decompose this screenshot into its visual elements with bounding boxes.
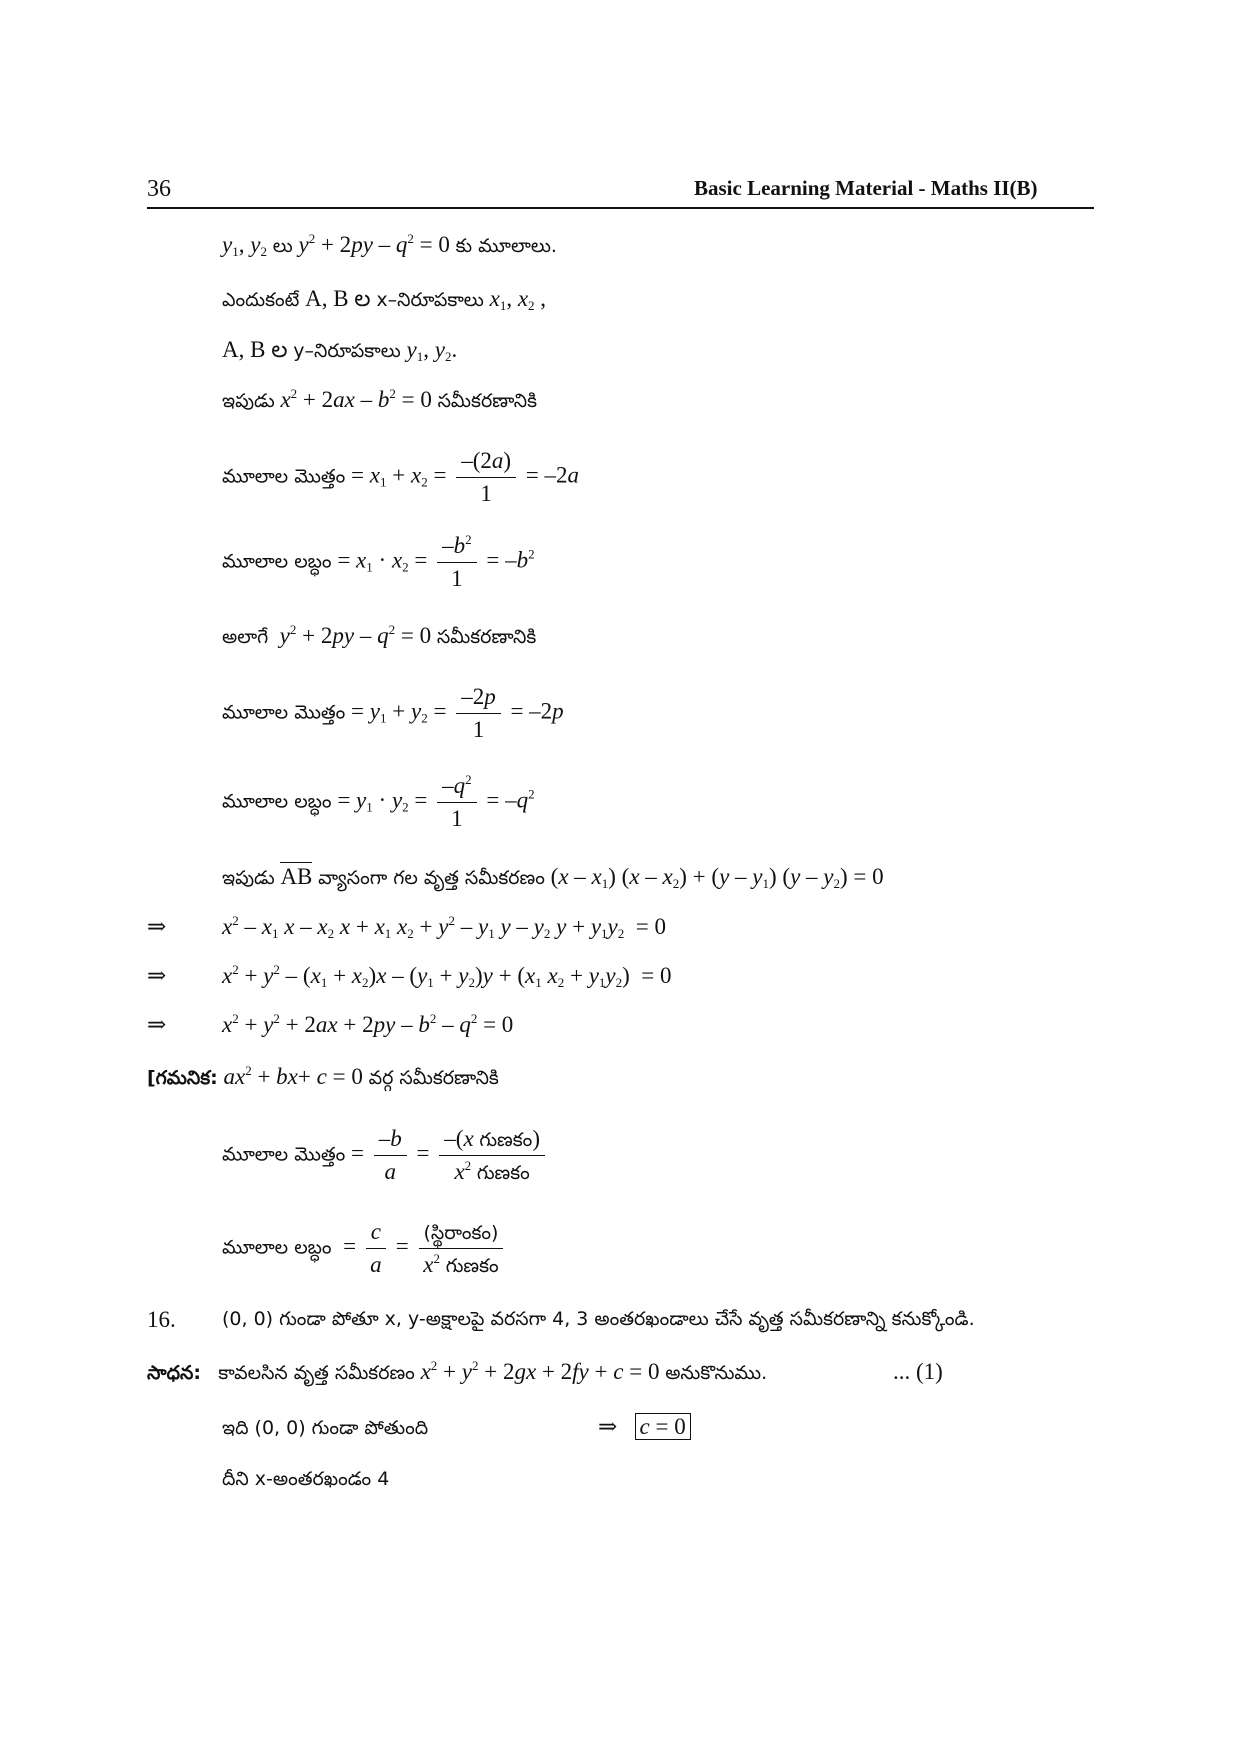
running-header-title: Basic Learning Material - Maths II(B) bbox=[694, 176, 1038, 200]
sum-roots-y: మూలాల మొత్తం = $y_1 + y_2$ = $\frac{-2p}{1}$ = –2p bbox=[222, 684, 564, 742]
question-number: 16. bbox=[147, 1307, 176, 1332]
product-roots-y: మూలాల లబ్ధం = $y_1 \cdot y_2$ = $\frac{-q^2}{1}$ = $-q^2$ bbox=[222, 772, 535, 831]
grouped-equation: $x^2 + y^2 - (x_1 + x_2)x - (y_1 + y_2)y + (x_1$ $x_2 + y_1y_2) = 0$ bbox=[222, 962, 672, 990]
sum-roots-x: మూలాల మొత్తం = $x_1 + x_2$ = $\frac{-(2a)}{1}$ = –2a bbox=[222, 448, 580, 506]
passes-origin-line: ఇది (0, 0) గుండా పోతుంది bbox=[222, 1417, 429, 1439]
final-equation: $x^2 + y^2 + 2ax + 2py - b^2 - q^2 = 0$ bbox=[222, 1011, 514, 1037]
x-equation-line: ఇపుడు $x^2 + 2ax - b^2 = 0$ సమీకరణానికి bbox=[222, 386, 538, 412]
question-text: (0, 0) గుండా పోతూ x, y-అక్షాలపై వరసగా 4, 3 అంతరఖండాలు చేసే వృత్త సమీకరణాన్ని కనుక్కోండి. bbox=[222, 1308, 975, 1330]
equation-reference: ... (1) bbox=[893, 1359, 943, 1384]
note-product-roots: మూలాల లబ్ధం = $\frac{c}{a}$ = $\frac{\text{(స్థిరాంకం)}}{x^2 గుణకం}$ bbox=[222, 1218, 507, 1278]
note-sum-roots: మూలాల మొత్తం = $\frac{-b}{a}$ = $\frac{\text{–(x గుణకం)}}{x^2 గుణకం}$ bbox=[222, 1125, 549, 1185]
implies-arrow: ⇒ bbox=[147, 1012, 167, 1037]
diameter-form-line: ఇపుడు AB వ్యాసంగా గల వృత్త సమీకరణం $(x - x_1)$ $(x - x_2) + (y - y_1)$ $(y - y_2) = 0$ bbox=[222, 864, 884, 891]
expanded-equation: $x^2 - x_1$ x – $x_2$ $x + x_1$ $x_2 + y^2 - y_1$ y – $y_2$ $y + y_1y_2 = 0$ bbox=[222, 913, 666, 941]
page-number: 36 bbox=[147, 176, 171, 202]
c-zero-result: ⇒ c = 0 bbox=[598, 1413, 691, 1441]
y-coords-line: A, B ల y–నిరూపకాలు $y_1$, $y_2$. bbox=[222, 337, 458, 364]
implies-arrow: ⇒ bbox=[147, 963, 167, 988]
product-roots-x: మూలాల లబ్ధం = $x_1 \cdot x_2$ = $\frac{-b^2}{1}$ = $-b^2$ bbox=[222, 532, 535, 591]
note-line: [గమనిక: $ax^2 + bx+ c = 0$ వర్గ సమీకరణానికి bbox=[147, 1063, 499, 1089]
solution-line: సాధన: కావలసిన వృత్త సమీకరణం $x^2 + y^2 + 2gx + 2fy + c = 0$ అనుకొనుము. bbox=[147, 1358, 768, 1384]
because-line: ఎందుకంటే A, B ల x–నిరూపకాలు $x_1$, $x_2$ , bbox=[222, 286, 547, 313]
y-equation-line: అలాగే $y^2 + 2py - q^2 = 0$ సమీకరణానికి bbox=[222, 622, 537, 648]
implies-arrow: ⇒ bbox=[147, 914, 167, 939]
roots-y-line: $y_1$, $y_2$ లు $y^2 + 2py - q^2 = 0$ కు మూలాలు. bbox=[222, 231, 557, 259]
x-intercept-line: దీని x-అంతరఖండం 4 bbox=[222, 1468, 390, 1490]
header-rule bbox=[147, 207, 1094, 209]
